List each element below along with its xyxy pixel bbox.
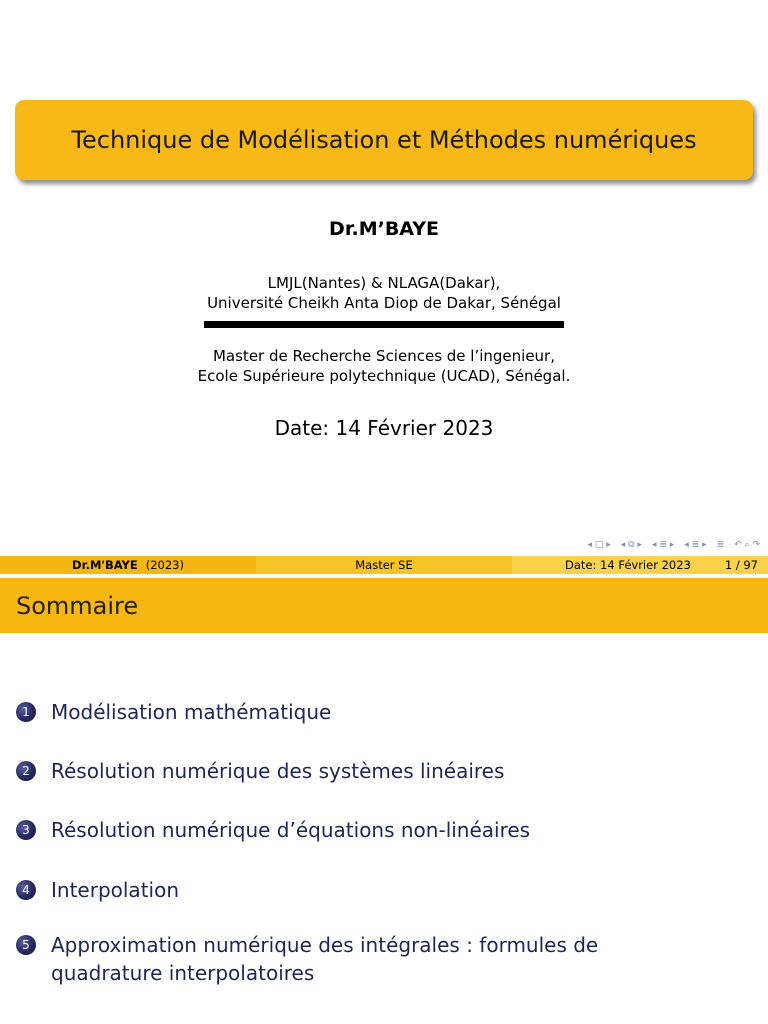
frame-title: Sommaire (16, 591, 139, 620)
footer-course: Master SE (256, 556, 512, 574)
divider (204, 321, 564, 328)
presentation-title: Technique de Modélisation et Méthodes numériques (71, 126, 697, 154)
footer-year: (2023) (145, 558, 184, 572)
footer-date-page (512, 556, 768, 574)
frame-icon[interactable]: ◂ ⧉ ▸ (620, 540, 642, 550)
toc-item-text: Interpolation (51, 878, 179, 902)
search-icon[interactable]: ↶ ⌕ ↷ (734, 540, 760, 550)
institution-line-1: LMJL(Nantes) & NLAGA(Dakar), (267, 274, 501, 292)
prev-frame-icon[interactable]: ◂ □ ▸ (587, 540, 611, 550)
program (0, 346, 768, 386)
page-number: 1 / 97 (724, 558, 758, 572)
title-banner (15, 100, 753, 180)
toc-item-text: Résolution numérique d’équations non-linéaires (51, 818, 531, 842)
footer-date: Date: 14 Février 2023 (565, 558, 691, 572)
institution (0, 273, 768, 313)
toc-item-text: Approximation numérique des intégrales : formules de quadrature interpolatoires (51, 933, 599, 985)
toc-number-bullet: 3 (16, 820, 36, 840)
toc-item[interactable] (16, 816, 711, 844)
toc-item[interactable] (16, 876, 711, 904)
presentation-date: Date: 14 Février 2023 (274, 416, 494, 440)
footer-author-name: Dr.M'BAYE (72, 558, 138, 572)
beamer-navigation-bar (588, 537, 760, 553)
institution-line-2: Université Cheikh Anta Diop de Dakar, Sénégal (207, 294, 561, 312)
subsection-icon[interactable]: ◂ ≣ ▸ (684, 540, 707, 550)
section-icon[interactable]: ◂ ≣ ▸ (651, 540, 675, 550)
toc-item-text: Modélisation mathématique (51, 700, 332, 724)
footer-author (0, 556, 256, 574)
toc-number-bullet: 5 (16, 935, 36, 955)
program-line-2: Ecole Supérieure polytechnique (UCAD), Sénégal. (197, 367, 571, 385)
toc-icon[interactable]: ≣ (716, 540, 725, 550)
toc-number-bullet: 2 (16, 761, 36, 781)
toc-item[interactable] (16, 931, 711, 987)
toc-item-text: Résolution numérique des systèmes linéaires (51, 759, 505, 783)
toc-item[interactable] (16, 698, 711, 726)
toc-item[interactable] (16, 757, 711, 785)
toc-number-bullet: 1 (16, 702, 36, 722)
author-name: Dr.M’BAYE (329, 218, 439, 240)
program-line-1: Master de Recherche Sciences de l’ingenieur, (212, 347, 555, 365)
toc-number-bullet: 4 (16, 880, 36, 900)
slide-footer (0, 556, 768, 574)
frame-title-bar (0, 578, 768, 633)
